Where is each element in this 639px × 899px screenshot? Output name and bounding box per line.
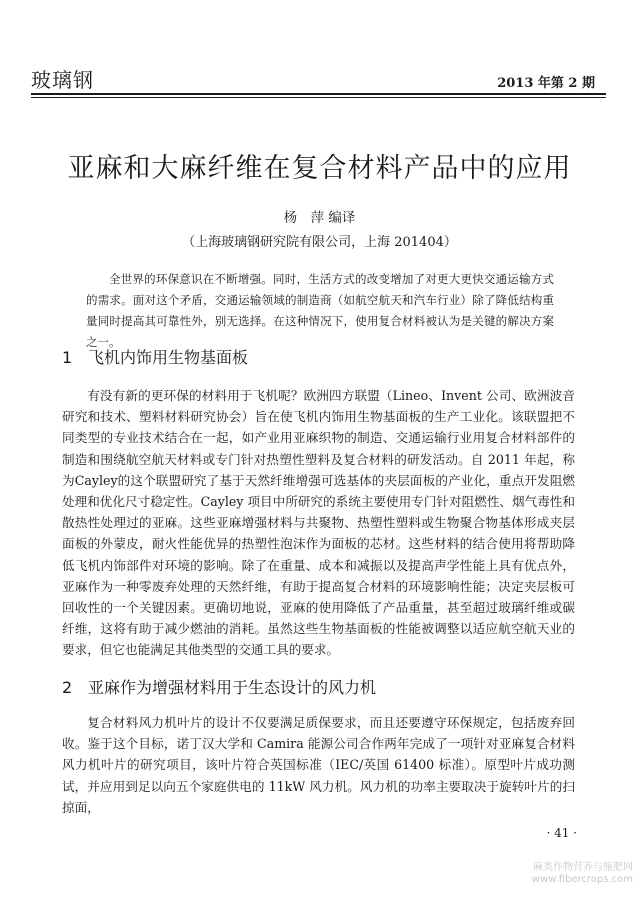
article-title: 亚麻和大麻纤维在复合材料产品中的应用 — [67, 153, 572, 184]
section-heading-1 — [62, 345, 248, 368]
section-heading-2 — [62, 675, 376, 698]
watermark-site-name: 麻类作物营养与施肥网 — [533, 862, 633, 873]
section-2-paragraph: 复合材料风力机叶片的设计不仅要满足质保要求，而且还要遵守环保规定，包括废弃回收。鉴于这个目标，诺丁汉大学和 Camira 能源公司合作两年完成了一项针对亚麻复合材料风力机叶片的研究项目，该叶片符合英国标准（IEC/英国 61400 标准）。原型叶片成功测试，并应用到足以向五个家庭供电的 11kW 风力机。风力机的功率主要取决于旋转叶片的扫掠面， — [62, 715, 575, 815]
watermark-url: www.fibercrops.com — [531, 874, 633, 885]
header-rule-thin — [31, 97, 606, 98]
section-number: 1 — [62, 348, 73, 367]
section-1-paragraph: 有没有新的更环保的材料用于飞机呢？欧洲四方联盟（Lineo、Invent 公司、欧洲波音研究和技术、塑料材料研究协会）旨在使飞机内饰用生物基面板的生产工业化。该联盟把不同类型的专业技术结合在一起，如产业用亚麻织物的制造、交通运输行业用复合材料部件的制造和围绕航空航天材料或专门针对热塑性塑料及复合材料的研发活动。自 2011 年起，称为Cayley的这个联盟研究了基于天然纤维增强可选基体的夹层面板的产业化，重点开发阻燃处理和优化尺寸稳定性。Cayley 项目中所研究的系统主要使用专门针对阻燃性、烟气毒性和散热性处理过的亚麻。这些亚麻增强材料与共聚物、热塑性塑料或生物聚合物基体形成夹层面板的外蒙皮，耐火性能优异的热塑性泡沫作为面板的芯材。这些材料的结合使用将帮助降低飞机内饰部件对环境的影响。除了在重量、成本和减振以及提高声学性能上具有优点外，亚麻作为一种零废弃处理的天然纤维，有助于提高复合材料的环境影响性能；决定夹层板可回收性的一个关键因素。更确切地说，亚麻的使用降低了产品重量，甚至超过玻璃纤维或碳纤维，这将有助于减少燃油的消耗。虽然这些生物基面板的性能被调整以适应航空航天业的要求，但它也能满足其他类型的交通工具的要求。 — [62, 388, 575, 658]
author-affiliation: （上海玻璃钢研究院有限公司，上海 201404） — [182, 235, 457, 250]
journal-name: 玻璃钢 — [31, 68, 94, 92]
issue-label: 2013 年第 2 期 — [497, 76, 595, 91]
author-byline: 杨 萍 编译 — [283, 210, 356, 226]
watermark — [532, 862, 633, 886]
abstract: 全世界的环保意识在不断增强。同时，生活方式的改变增加了对更大更快交通运输方式的需求。面对这个矛盾，交通运输领域的制造商（如航空航天和汽车行业）除了降低结构重量同时提高其可靠性外，别无选择。在这种情况下，使用复合材料被认为是关键的解决方案之一。 — [86, 272, 554, 349]
section-title: 亚麻作为增强材料用于生态设计的风力机 — [88, 678, 377, 697]
page-number: · 41 · — [546, 826, 577, 840]
header-rule-thick — [31, 93, 606, 95]
section-number: 2 — [62, 678, 73, 697]
section-title: 飞机内饰用生物基面板 — [88, 348, 249, 367]
